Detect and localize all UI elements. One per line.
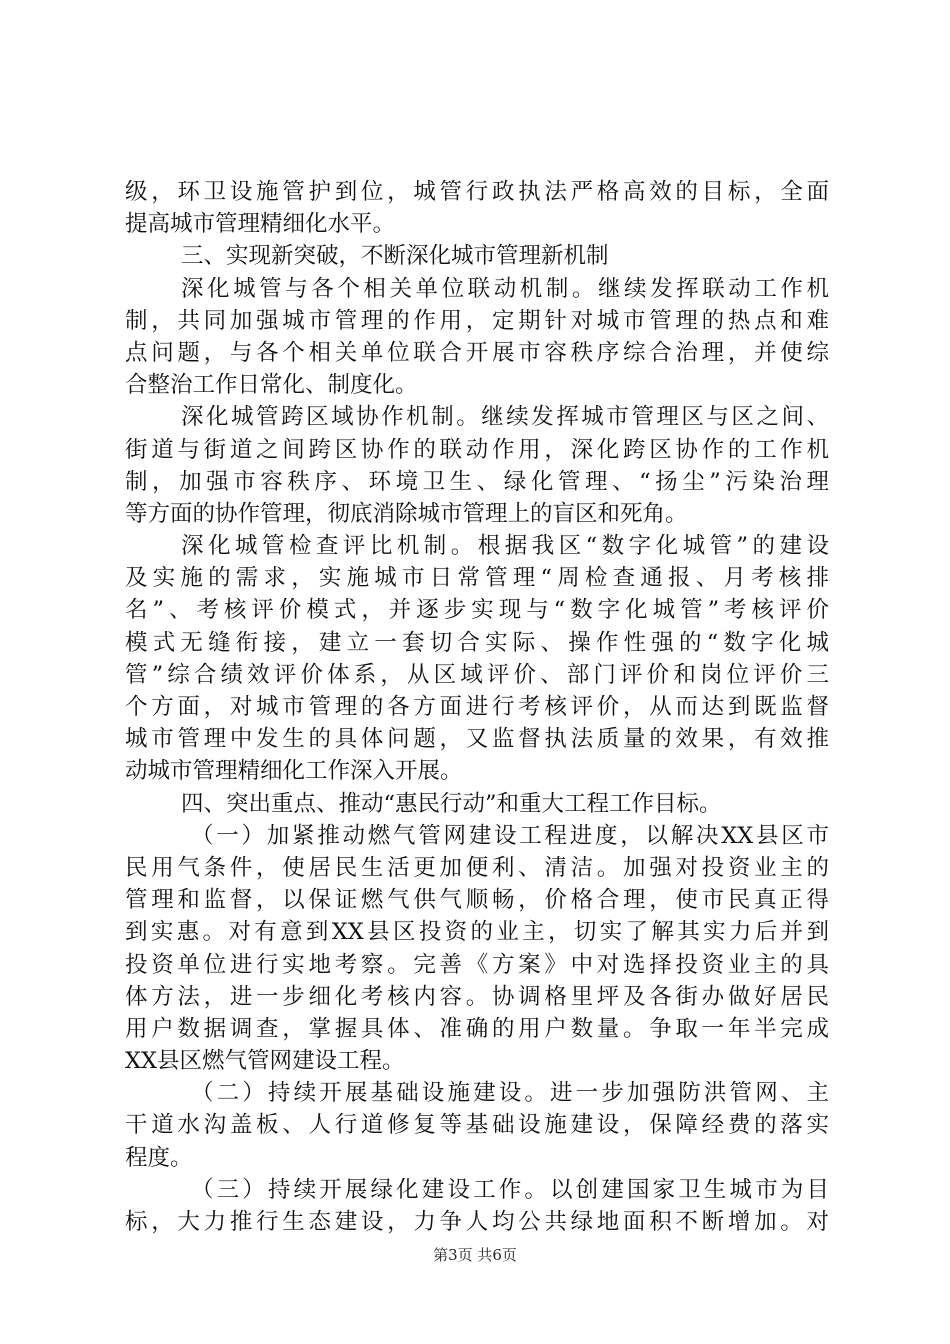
text-line: 深化城管检查评比机制。根据我区“数字化城管”的建设 <box>181 533 829 560</box>
text-line: 级，环卫设施管护到位，城管行政执法严格高效的目标，全面 <box>125 179 829 205</box>
text-line: 制，共同加强城市管理的作用，定期针对城市管理的热点和难 <box>125 307 829 334</box>
page-number: 第3页 共6页 <box>433 1246 517 1264</box>
text-line: 标，大力推行生态建设，力争人均公共绿地面积不断增加。对 <box>125 1209 829 1235</box>
text-line: 用户数据调查，掌握具体、准确的用户数量。争取一年半完成 <box>125 1015 829 1042</box>
text-line: 体方法，进一步细化考核内容。协调格里坪及各街办做好居民 <box>125 983 829 1010</box>
text-line: 深化城管与各个相关单位联动机制。继续发挥联动工作机 <box>181 275 829 302</box>
text-line: 干道水沟盖板、人行道修复等基础设施建设，保障经费的落实 <box>125 1112 829 1139</box>
text-line: 等方面的协作管理，彻底消除城市管理上的盲区和死角。 <box>125 500 688 527</box>
text-line: XX县区燃气管网建设工程。 <box>125 1048 405 1075</box>
text-line: 提高城市管理精细化水平。 <box>125 211 396 238</box>
text-line: 程度。 <box>125 1144 193 1171</box>
text-line: 投资单位进行实地考察。完善《方案》中对选择投资业主的具 <box>125 951 829 978</box>
text-line: 动城市管理精细化工作深入开展。 <box>125 758 463 785</box>
text-line: 三、实现新突破，不断深化城市管理新机制 <box>181 243 609 270</box>
text-line: 街道与街道之间跨区协作的联动作用，深化跨区协作的工作机 <box>125 436 829 463</box>
text-line: 四、突出重点、推动“惠民行动”和重大工程工作目标。 <box>181 790 722 817</box>
text-line: 点问题，与各个相关单位联合开展市容秩序综合治理，并使综 <box>125 339 829 366</box>
text-line: 管理和监督，以保证燃气供气顺畅，价格合理，使市民真正得 <box>125 887 829 914</box>
text-line: 合整治工作日常化、制度化。 <box>125 372 418 399</box>
text-line: 个方面，对城市管理的各方面进行考核评价，从而达到既监督 <box>125 694 829 720</box>
text-line: 民用气条件，使居民生活更加便利、清洁。加强对投资业主的 <box>125 854 829 881</box>
text-line: （二）持续开展基础设施建设。进一步加强防洪管网、主 <box>191 1080 829 1107</box>
text-line: 及实施的需求，实施城市日常管理“周检查通报、月考核排 <box>125 565 829 592</box>
text-line: 城市管理中发生的具体问题，又监督执法质量的效果，有效推 <box>125 726 829 753</box>
text-line: （三）持续开展绿化建设工作。以创建国家卫生城市为目 <box>191 1176 829 1203</box>
text-line: （一）加紧推动燃气管网建设工程进度，以解决XX县区市 <box>191 822 829 849</box>
text-line: 到实惠。对有意到XX县区投资的业主，切实了解其实力后并到 <box>125 919 829 946</box>
text-line: 管”综合绩效评价体系，从区域评价、部门评价和岗位评价三 <box>125 661 829 688</box>
text-line: 制，加强市容秩序、环境卫生、绿化管理、“扬尘”污染治理 <box>125 468 829 495</box>
text-line: 深化城管跨区域协作机制。继续发挥城市管理区与区之间、 <box>181 404 829 431</box>
text-line: 模式无缝衔接，建立一套切合实际、操作性强的“数字化城 <box>125 629 829 656</box>
document-body <box>125 176 829 1238</box>
text-line: 名”、考核评价模式，并逐步实现与“数字化城管”考核评价 <box>125 597 829 624</box>
